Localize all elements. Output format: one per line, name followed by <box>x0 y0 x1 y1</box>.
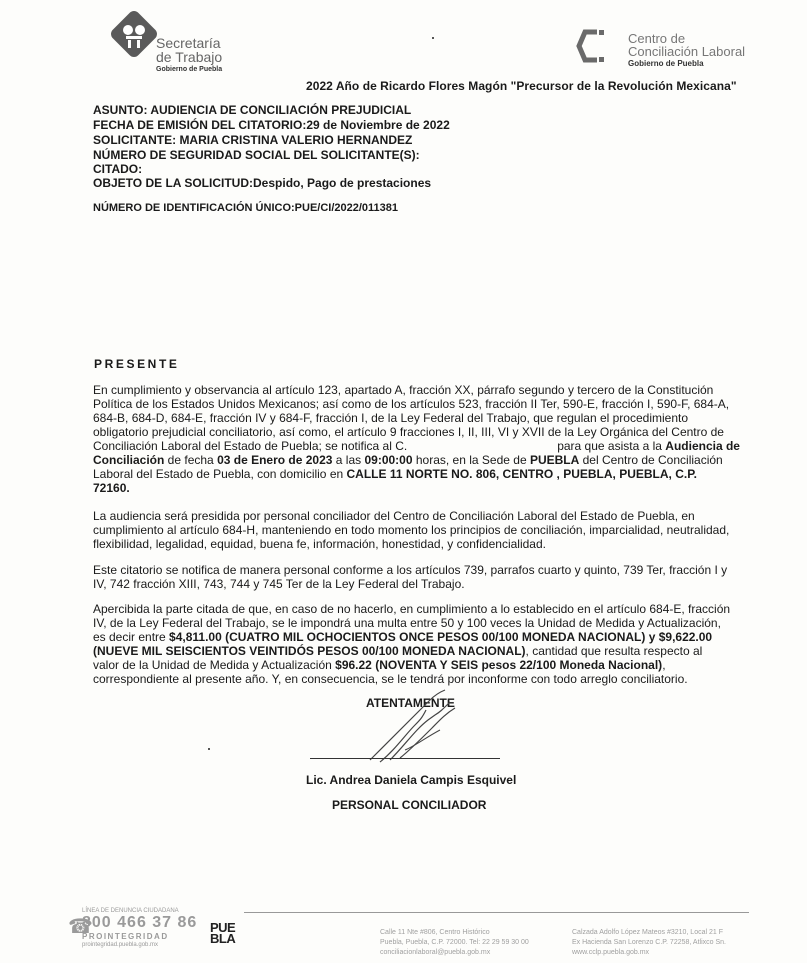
addr2-line: Calzada Adolfo López Mateos #3210, Local 21 F <box>572 929 723 936</box>
p4-line <box>93 644 733 658</box>
handwritten-signature <box>360 680 490 770</box>
objeto-value: Despido, Pago de prestaciones <box>253 176 432 190</box>
puebla-logo-line2: BLA <box>210 931 236 946</box>
atentamente-label: ATENTAMENTE <box>366 696 455 710</box>
addr2-line: www.cclp.puebla.gob.mx <box>572 949 650 956</box>
puebla-logo <box>210 922 235 944</box>
p1-line <box>93 439 740 453</box>
p1-notifica: Conciliación Laboral del Estado de Puebla; se notifica al C. <box>93 439 408 453</box>
p1-line: obligatorio prejudicial conciliatorio, así como, el artículo 9 fracciones I, II, III, VI y XVII de la Ley Orgánica del Centro de <box>93 425 724 439</box>
seal-icon <box>108 8 160 60</box>
solicitante-field: SOLICITANTE: MARIA CRISTINA VALERIO HERNANDEZ <box>93 133 413 147</box>
bracket-c-icon <box>575 28 609 64</box>
addr1-line: conciliacionlaboral@puebla.gob.mx <box>380 949 491 956</box>
paragraph-notification <box>93 383 740 495</box>
p1-audiencia: Audiencia de <box>665 439 740 453</box>
paragraph-fine-warning <box>93 602 733 686</box>
objeto-field <box>93 176 431 190</box>
puebla-logo-line1: PUE <box>210 920 236 935</box>
signature-line <box>310 758 500 759</box>
logo-left-line1: Secretaría <box>156 35 221 51</box>
nss-field: NÚMERO DE SEGURIDAD SOCIAL DEL SOLICITANTE(S): <box>93 148 420 162</box>
p3-line: Este citatorio se notifica de manera personal conforme a los artículos 739, parrafos cuarto y quinto, 739 Ter, fracción I y <box>93 563 728 577</box>
paragraph-principles <box>93 509 733 551</box>
uma-value: $96.22 (NOVENTA Y SEIS pesos 22/100 Moneda Nacional) <box>335 658 663 672</box>
fecha-emision-value: 29 de Noviembre de 2022 <box>306 118 450 132</box>
p1-line <box>93 481 733 495</box>
hearing-zip: 72160. <box>93 481 130 495</box>
paragraph-notification-basis <box>93 563 733 591</box>
p1-sede: horas, en la Sede de <box>412 453 530 467</box>
footer-address-centro <box>380 928 529 958</box>
scan-speck <box>208 748 210 750</box>
hearing-address: CALLE 11 NORTE NO. 806, CENTRO , PUEBLA, PUEBLA, C.P. <box>346 467 698 481</box>
objeto-label: OBJETO DE LA SOLICITUD: <box>93 176 254 190</box>
hotline-top: LÍNEA DE DENUNCIA CIUDADANA <box>82 908 179 914</box>
p1-line: 684-B, 684-D, 684-E, fracción IV y 684-F, fracción I, de la Ley Federal del Trabajo, que regulan el procedimiento <box>93 411 688 425</box>
p4-y: y <box>645 630 659 644</box>
asunto-field: ASUNTO: AUDIENCIA DE CONCILIACIÓN PREJUDICIAL <box>93 103 412 117</box>
hearing-sede: PUEBLA <box>529 453 580 467</box>
hearing-date: 03 de Enero de 2023 <box>217 453 333 467</box>
addr2-line: Ex Hacienda San Lorenzo C.P. 72258, Atlixco Sn. <box>572 939 726 946</box>
hearing-time: 09:00:00 <box>364 453 413 467</box>
logo-right-line3: Gobierno de Puebla <box>628 59 704 68</box>
p2-line: La audiencia será presidida por personal conciliador del Centro de Conciliación Laboral del Estado de Puebla, en <box>93 509 695 523</box>
addr1-line: Puebla, Puebla, C.P. 72000. Tel: 22 29 59 30 00 <box>380 939 529 946</box>
fine-max: $9,622.00 <box>658 630 713 644</box>
presente-heading: PRESENTE <box>94 357 180 371</box>
nuic-field: NÚMERO DE IDENTIFICACIÓN ÚNICO:PUE/CI/2022/011381 <box>93 202 399 214</box>
secretaria-trabajo-text <box>156 36 222 73</box>
p4-line: correspondiente al presente año. Y, en consecuencia, se le tendrá por inconforme con todo arreglo conciliatorio. <box>93 672 688 686</box>
centro-conciliacion-logo <box>575 28 609 64</box>
logo-left-line3: Gobierno de Puebla <box>156 66 223 73</box>
signer-role: PERSONAL CONCILIADOR <box>332 798 487 812</box>
p4-valor: valor de la Unidad de Medida y Actualización <box>93 658 336 672</box>
p1-line <box>93 453 733 467</box>
p4-es-decir: es decir entre <box>93 630 170 644</box>
p4-comma: , <box>662 658 666 672</box>
scan-speck <box>432 37 434 39</box>
p4-line: Apercibida la parte citada de que, en caso de no hacerlo, en cumplimiento a lo establecido en el artículo 684-E, fracción <box>93 602 731 616</box>
p4-line <box>93 658 733 672</box>
fecha-emision-field <box>93 118 450 132</box>
logo-right-line2: Conciliación Laboral <box>628 44 746 59</box>
hotline-number: 800 466 37 86 <box>82 914 198 931</box>
p1-asista: para que asista a la <box>557 439 666 453</box>
p1-line <box>93 467 733 481</box>
p4-cantidad: , cantidad que resulta respecto al <box>525 644 703 658</box>
fine-max-words: (NUEVE MIL SEISCIENTOS VEINTIDÓS PESOS 00/100 MONEDA NACIONAL) <box>93 644 526 658</box>
phone-icon: ☎ <box>68 916 93 938</box>
p1-line: Política de los Estados Unidos Mexicanos; así como de los artículos 523, fracción II Ter, 590-E, fracción I, 590-F, 684-A, <box>93 397 730 411</box>
secretaria-trabajo-logo <box>108 8 160 60</box>
addr1-line: Calle 11 Nte #806, Centro Histórico <box>380 929 490 936</box>
logo-left-line2: de Trabajo <box>156 49 223 65</box>
centro-conciliacion-text <box>628 32 745 68</box>
citado-field: CITADO: <box>93 162 143 176</box>
signer-name: Lic. Andrea Daniela Campis Esquivel <box>306 773 517 787</box>
year-legend: 2022 Año de Ricardo Flores Magón "Precursor de la Revolución Mexicana" <box>306 79 737 93</box>
p4-line: IV, de la Ley Federal del Trabajo, se le impondrá una multa entre 50 y 100 veces la Unidad de Medida y Actualización, <box>93 616 721 630</box>
p3-line: IV, 742 fracción XIII, 743, 744 y 745 Ter de la Ley Federal del Trabajo. <box>93 577 465 591</box>
p2-line: cumplimiento al artículo 684-H, manteniendo en todo momento los principios de conciliación, imparcialidad, neutralidad, <box>93 523 730 537</box>
p1-line: En cumplimiento y observancia al artículo 123, apartado A, fracción XX, párrafo segundo y tercero de la Constitución <box>93 383 714 397</box>
fine-min: $4,811.00 (CUATRO MIL OCHOCIENTOS ONCE PESOS 00/100 MONEDA NACIONAL) <box>169 630 646 644</box>
footer-address-atlixco <box>572 928 726 958</box>
logo-right-line1: Centro de <box>628 31 686 46</box>
p1-de-fecha: de fecha <box>164 453 218 467</box>
p4-line <box>93 630 733 644</box>
p1-centro: del Centro de Conciliación <box>579 453 723 467</box>
p1-domicilio: Laboral del Estado de Puebla, con domicilio en <box>93 467 347 481</box>
fecha-emision-label: FECHA DE EMISIÓN DEL CITATORIO: <box>93 118 307 132</box>
p1-conciliacion: Conciliación <box>93 453 165 467</box>
hotline-sub: PROINTEGRIDAD <box>82 932 169 941</box>
hotline-web: prointegridad.puebla.gob.mx <box>82 942 159 948</box>
p2-line: flexibilidad, legalidad, equidad, buena fe, información, honestidad, y confidencialidad. <box>93 537 546 551</box>
footer-divider <box>244 912 749 913</box>
p1-a-las: a las <box>332 453 365 467</box>
